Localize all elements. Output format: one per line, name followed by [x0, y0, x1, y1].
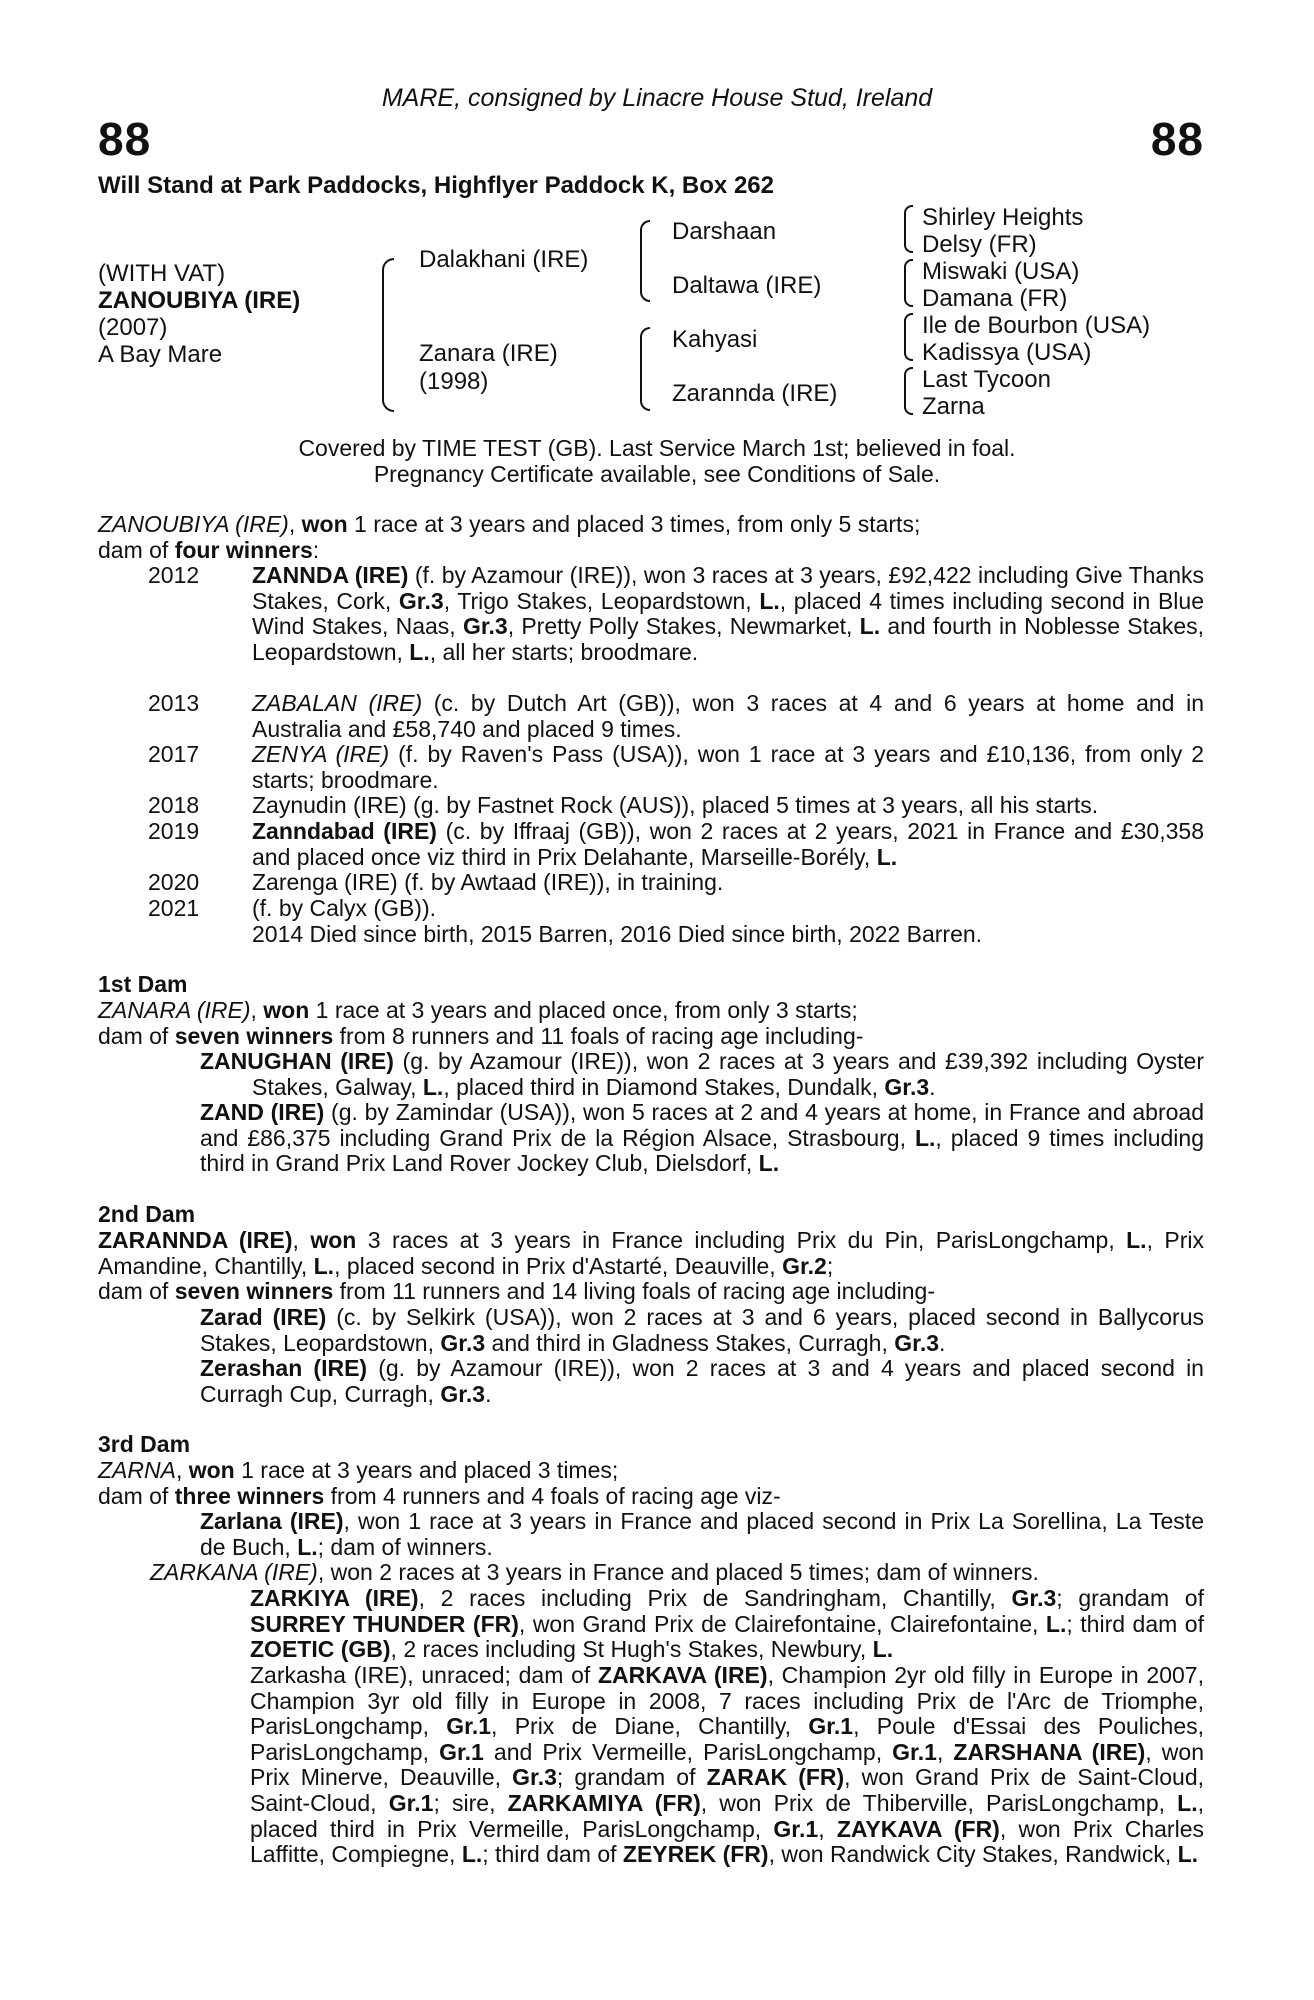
dam3-zarkasha: Zarkasha (IRE), unraced; dam of ZARKAVA (IRE), Champion 2yr old filly in Europe in 2007, Champion 3yr old filly in Europe in 2008, 7 races including Prix de l'Arc de Triomphe, ParisLongchamp, Gr.1, Prix de Diane, Chantilly, Gr.1, Poule d'Essai des Pouliches, ParisLongchamp, Gr.1 and Prix Vermeille, ParisLongchamp, Gr.1, ZARSHANA (IRE), won Prix Minerve, Deauville, Gr.3; grandam of ZARAK (FR), won Grand Prix de Saint-Cloud, Saint-Cloud, Gr.1; sire, ZARKAMIYA (FR), won Prix de Thiberville, ParisLongchamp, L., placed third in Prix Vermeille, ParisLongchamp, Gr.1, ZAYKAVA (FR), won Prix Charles Laffitte, Compiegne, L.; third dam of ZEYREK (FR), won Randwick City Stakes, Randwick, L. — [250, 1662, 1205, 1868]
dam2-zerashan: Zerashan (IRE) (g. by Azamour (IRE)), won 2 races at 3 and 4 years and placed second in Curragh Cup, Curragh, Gr.3. — [200, 1355, 1204, 1407]
dam1-intro: ZANARA (IRE), won 1 race at 3 years and placed once, from only 3 starts; — [98, 997, 858, 1023]
pedigree-dam-year: (1998) — [419, 368, 489, 395]
produce-year-2019: 2019 — [148, 818, 200, 844]
produce-dam-of: dam of four winners: — [98, 537, 320, 563]
pedigree-brace-dam — [640, 327, 650, 411]
dam3-intro: ZARNA, won 1 race at 3 years and placed 3 times; — [98, 1457, 619, 1483]
stand-location: Will Stand at Park Paddocks, Highflyer Paddock K, Box 262 — [98, 172, 774, 199]
vat-label: (WITH VAT) — [98, 260, 226, 287]
pedigree-brace-g3-1 — [904, 205, 913, 253]
produce-year-2018: 2018 — [148, 792, 200, 818]
dam3-zarkiya: ZARKIYA (IRE), 2 races including Prix de Sandringham, Chantilly, Gr.3; grandam of SURREY THUNDER (FR), won Grand Prix de Clairefontaine, Clairefontaine, L.; third dam of ZOETIC (GB), 2 races including St Hugh's Stakes, Newbury, L. — [250, 1585, 1204, 1663]
pedigree-brace-g3-3 — [904, 313, 913, 361]
produce-year-2013: 2013 — [148, 690, 200, 716]
pedigree-sire: Dalakhani (IRE) — [419, 246, 589, 273]
pedigree-g3-4: Ile de Bourbon (USA) — [922, 312, 1151, 339]
pedigree-brace-sire — [640, 220, 650, 302]
pedigree-brace-main — [382, 258, 394, 412]
horse-name: ZANOUBIYA (IRE) — [98, 287, 301, 314]
covered-line-1: Covered by TIME TEST (GB). Last Service March 1st; believed in foal. — [298, 435, 1016, 461]
lot-number-right: 88 — [1150, 113, 1204, 165]
dam2-zarad: Zarad (IRE) (c. by Selkirk (USA)), won 2 races at 3 and 6 years, placed second in Ballycorus Stakes, Leopardstown, Gr.3 and third in Gladness Stakes, Curragh, Gr.3. — [200, 1304, 1204, 1356]
section-title-1st-dam: 1st Dam — [98, 971, 188, 997]
produce-year-2021: 2021 — [148, 895, 200, 921]
section-title-2nd-dam: 2nd Dam — [98, 1201, 196, 1227]
produce-entry-2021: (f. by Calyx (GB)). — [252, 895, 437, 921]
covered-line-2: Pregnancy Certificate available, see Conditions of Sale. — [373, 461, 941, 487]
pedigree-sire-dam: Daltawa (IRE) — [672, 272, 822, 299]
horse-description: A Bay Mare — [98, 341, 223, 368]
produce-note: 2014 Died since birth, 2015 Barren, 2016 Died since birth, 2022 Barren. — [252, 921, 983, 947]
produce-year-2017: 2017 — [148, 741, 200, 767]
dam1-zand: ZAND (IRE) (g. by Zamindar (USA)), won 5 races at 2 and 4 years at home, in France and abroad and £86,375 including Grand Prix de la Région Alsace, Strasbourg, L., placed 9 times including third in Grand Prix Land Rover Jockey Club, Dielsdorf, L. — [200, 1099, 1204, 1177]
produce-year-2012: 2012 — [148, 562, 200, 588]
pedigree-brace-g3-4 — [904, 367, 913, 415]
pedigree-g3-2: Miswaki (USA) — [922, 258, 1080, 285]
dam3-zarlana: Zarlana (IRE), won 1 race at 3 years in France and placed second in Prix La Sorellina, La Teste de Buch, L.; dam of winners. — [200, 1508, 1204, 1560]
pedigree-sire-sire: Darshaan — [672, 218, 777, 245]
dam3-zarkana: ZARKANA (IRE), won 2 races at 3 years in France and placed 5 times; dam of winners. — [150, 1559, 1039, 1585]
pedigree-g3-1: Delsy (FR) — [922, 231, 1037, 258]
produce-entry-2017: ZENYA (IRE) (f. by Raven's Pass (USA)), won 1 race at 3 years and £10,136, from only 2 starts; broodmare. — [252, 741, 1204, 793]
produce-entry-2012: ZANNDA (IRE) (f. by Azamour (IRE)), won 3 races at 3 years, £92,422 including Give Thanks Stakes, Cork, Gr.3, Trigo Stakes, Leopardstown, L., placed 4 times including second in Blue Wind Stakes, Naas, Gr.3, Pretty Polly Stakes, Newmarket, L. and fourth in Noblesse Stakes, Leopardstown, L., all her starts; broodmare. — [252, 562, 1204, 665]
pedigree-g3-7: Zarna — [922, 393, 985, 420]
pedigree-g3-3: Damana (FR) — [922, 285, 1068, 312]
dam3-dam-of: dam of three winners from 4 runners and 4 foals of racing age viz- — [98, 1483, 781, 1509]
pedigree-g3-6: Last Tycoon — [922, 366, 1051, 393]
pedigree-dam-sire: Kahyasi — [672, 326, 758, 353]
produce-year-2020: 2020 — [148, 869, 200, 895]
pedigree-brace-g3-2 — [904, 259, 913, 307]
pedigree-dam-dam: Zarannda (IRE) — [672, 380, 838, 407]
consignment-line: MARE, consigned by Linacre House Stud, Ireland — [381, 84, 933, 112]
produce-entry-2020: Zarenga (IRE) (f. by Awtaad (IRE)), in training. — [252, 869, 724, 895]
dam1-dam-of: dam of seven winners from 8 runners and 11 foals of racing age including- — [98, 1023, 864, 1049]
pedigree-g3-0: Shirley Heights — [922, 204, 1084, 231]
section-title-3rd-dam: 3rd Dam — [98, 1431, 191, 1457]
dam2-dam-of: dam of seven winners from 11 runners and 14 living foals of racing age including- — [98, 1278, 936, 1304]
dam2-intro: ZARANNDA (IRE), won 3 races at 3 years in France including Prix du Pin, ParisLongchamp, L., Prix Amandine, Chantilly, L., placed second in Prix d'Astarté, Deauville, Gr.2; — [98, 1227, 1204, 1279]
produce-entry-2018: Zaynudin (IRE) (g. by Fastnet Rock (AUS)), placed 5 times at 3 years, all his starts. — [252, 792, 1099, 818]
dam1-zanughan: ZANUGHAN (IRE) (g. by Azamour (IRE)), won 2 races at 3 years and £39,392 including Oyster Stakes, Galway, L., placed third in Diamond Stakes, Dundalk, Gr.3. — [200, 1048, 1204, 1100]
produce-intro: ZANOUBIYA (IRE), won 1 race at 3 years and placed 3 times, from only 5 starts; — [98, 511, 921, 537]
horse-year: (2007) — [98, 314, 168, 341]
produce-entry-2013: ZABALAN (IRE) (c. by Dutch Art (GB)), won 3 races at 4 and 6 years at home and in Australia and £58,740 and placed 9 times. — [252, 690, 1204, 742]
produce-entry-2019: Zanndabad (IRE) (c. by Iffraaj (GB)), won 2 races at 2 years, 2021 in France and £30,358 and placed once viz third in Prix Delahante, Marseille-Borély, L. — [252, 818, 1204, 870]
pedigree-dam: Zanara (IRE) — [419, 340, 558, 367]
lot-number-left: 88 — [98, 113, 152, 165]
pedigree-g3-5: Kadissya (USA) — [922, 339, 1092, 366]
